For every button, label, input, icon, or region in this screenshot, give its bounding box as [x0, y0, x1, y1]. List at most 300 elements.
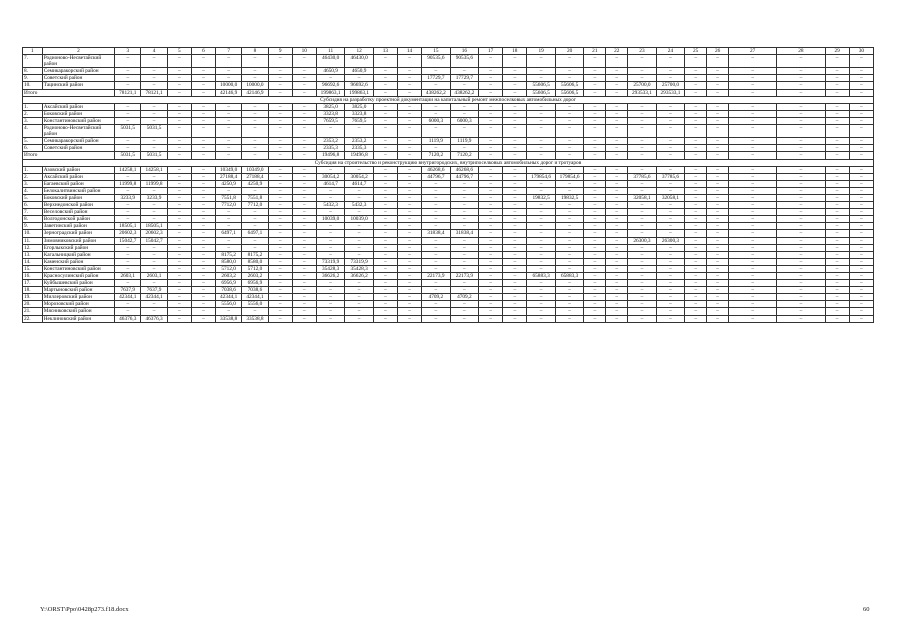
value-cell: – — [397, 103, 421, 110]
value-cell: 17729,7 — [422, 75, 451, 82]
value-cell: – — [584, 209, 606, 216]
value-cell: – — [397, 202, 421, 209]
value-cell: – — [397, 152, 421, 159]
value-cell: – — [422, 280, 451, 287]
value-cell: – — [115, 68, 141, 75]
value-cell: 33538,8 — [215, 315, 241, 322]
value-cell: – — [479, 287, 503, 294]
district-name: Каменский район — [42, 258, 114, 265]
value-cell: – — [606, 280, 628, 287]
value-cell: – — [555, 230, 584, 237]
value-cell: – — [450, 280, 479, 287]
value-cell: 10349,0 — [215, 166, 241, 173]
value-cell: – — [373, 237, 397, 244]
table-row — [23, 280, 874, 287]
value-cell: – — [825, 237, 849, 244]
row-number: 19. — [23, 294, 43, 301]
value-cell: 6956,9 — [215, 280, 241, 287]
value-cell: – — [849, 75, 873, 82]
value-cell: – — [450, 315, 479, 322]
value-cell: – — [450, 145, 479, 152]
value-cell: – — [729, 194, 777, 201]
value-cell: – — [527, 230, 556, 237]
value-cell: 2353,2 — [345, 138, 374, 145]
row-number: 13. — [23, 251, 43, 258]
value-cell: 46376,3 — [115, 315, 141, 322]
value-cell: – — [373, 187, 397, 194]
value-cell: – — [777, 68, 825, 75]
value-cell: – — [115, 258, 141, 265]
value-cell: – — [685, 287, 707, 294]
value-cell: – — [373, 110, 397, 117]
value-cell: – — [167, 82, 191, 89]
value-cell: 4650,9 — [345, 68, 374, 75]
value-cell: – — [555, 202, 584, 209]
value-cell: – — [268, 145, 292, 152]
value-cell: – — [316, 187, 345, 194]
value-cell: – — [373, 82, 397, 89]
value-cell: – — [707, 145, 729, 152]
value-cell: – — [606, 55, 628, 68]
value-cell: – — [397, 265, 421, 272]
value-cell: – — [397, 287, 421, 294]
value-cell: – — [777, 125, 825, 138]
value-cell: – — [729, 265, 777, 272]
value-cell: 11999,8 — [141, 180, 167, 187]
column-number-cell: 6 — [191, 48, 215, 55]
value-cell: – — [292, 237, 316, 244]
value-cell: – — [345, 280, 374, 287]
value-cell: – — [527, 180, 556, 187]
value-cell: – — [373, 223, 397, 230]
value-cell: – — [503, 216, 527, 223]
value-cell: – — [503, 194, 527, 201]
value-cell: – — [422, 244, 451, 251]
value-cell: – — [292, 187, 316, 194]
value-cell: 36626,2 — [345, 273, 374, 280]
value-cell: 19496,8 — [345, 152, 374, 159]
value-cell: – — [606, 216, 628, 223]
column-number-cell: 29 — [825, 48, 849, 55]
value-cell: – — [584, 251, 606, 258]
value-cell: – — [167, 103, 191, 110]
district-name: Азовский район — [42, 166, 114, 173]
district-name: Мартыновский район — [42, 287, 114, 294]
value-cell: – — [825, 280, 849, 287]
value-cell: – — [555, 308, 584, 315]
value-cell: – — [450, 103, 479, 110]
value-cell: – — [628, 75, 657, 82]
section-heading-row — [23, 96, 874, 103]
row-number: 4. — [23, 125, 43, 138]
value-cell: – — [729, 75, 777, 82]
district-name: Мясниковский район — [42, 308, 114, 315]
value-cell: – — [825, 125, 849, 138]
value-cell: 32058,1 — [628, 194, 657, 201]
value-cell: – — [503, 251, 527, 258]
value-cell: 10000,0 — [242, 82, 268, 89]
value-cell: – — [479, 89, 503, 96]
value-cell: – — [268, 152, 292, 159]
value-cell: – — [450, 251, 479, 258]
district-name: Багаевский район — [42, 180, 114, 187]
value-cell: – — [825, 180, 849, 187]
value-cell: – — [345, 308, 374, 315]
value-cell: 2335,3 — [345, 145, 374, 152]
value-cell: 293533,1 — [656, 89, 685, 96]
total-label: Итого — [23, 89, 115, 96]
value-cell: – — [373, 166, 397, 173]
row-number: 6. — [23, 202, 43, 209]
value-cell: – — [167, 301, 191, 308]
value-cell: – — [422, 216, 451, 223]
value-cell: – — [191, 82, 215, 89]
value-cell: – — [215, 237, 241, 244]
value-cell: – — [707, 237, 729, 244]
value-cell: – — [606, 187, 628, 194]
district-name: Советский район — [42, 75, 114, 82]
value-cell: – — [115, 187, 141, 194]
value-cell: 5432,3 — [316, 202, 345, 209]
value-cell: – — [729, 301, 777, 308]
value-cell: – — [656, 68, 685, 75]
row-number: 1. — [23, 166, 43, 173]
value-cell: – — [479, 187, 503, 194]
value-cell: – — [777, 315, 825, 322]
value-cell: 55606,5 — [527, 89, 556, 96]
value-cell: – — [707, 202, 729, 209]
column-number-cell: 26 — [707, 48, 729, 55]
value-cell: – — [191, 138, 215, 145]
value-cell: – — [729, 308, 777, 315]
value-cell: – — [115, 75, 141, 82]
column-number-cell: 19 — [527, 48, 556, 55]
value-cell: – — [628, 265, 657, 272]
value-cell: – — [450, 180, 479, 187]
value-cell: – — [191, 173, 215, 180]
value-cell: – — [584, 82, 606, 89]
value-cell: – — [191, 145, 215, 152]
value-cell: – — [656, 180, 685, 187]
value-cell: – — [268, 301, 292, 308]
column-number-cell: 21 — [584, 48, 606, 55]
row-number: 17. — [23, 280, 43, 287]
value-cell: – — [268, 230, 292, 237]
value-cell: – — [450, 287, 479, 294]
value-cell: – — [316, 125, 345, 138]
value-cell: 65883,3 — [527, 273, 556, 280]
value-cell: – — [527, 68, 556, 75]
row-number: 9. — [23, 223, 43, 230]
value-cell: – — [479, 280, 503, 287]
value-cell: 35428,3 — [316, 265, 345, 272]
district-name: Заветинский район — [42, 223, 114, 230]
value-cell: – — [825, 152, 849, 159]
value-cell: – — [707, 287, 729, 294]
value-cell: – — [628, 280, 657, 287]
value-cell: – — [167, 230, 191, 237]
value-cell: – — [397, 117, 421, 124]
district-name: Зимовниковский район — [42, 237, 114, 244]
value-cell: – — [316, 315, 345, 322]
value-cell: – — [825, 265, 849, 272]
value-cell: – — [373, 145, 397, 152]
value-cell: – — [555, 301, 584, 308]
value-cell: – — [707, 166, 729, 173]
value-cell: – — [292, 265, 316, 272]
value-cell: 8580,0 — [242, 258, 268, 265]
value-cell: – — [656, 103, 685, 110]
value-cell: – — [479, 180, 503, 187]
value-cell: 6497,1 — [215, 230, 241, 237]
value-cell: – — [825, 89, 849, 96]
value-cell: – — [606, 145, 628, 152]
value-cell: – — [729, 55, 777, 68]
value-cell: – — [656, 202, 685, 209]
value-cell: – — [503, 237, 527, 244]
value-cell: – — [777, 145, 825, 152]
value-cell: – — [707, 89, 729, 96]
value-cell: – — [656, 287, 685, 294]
row-number: 3. — [23, 117, 43, 124]
value-cell: – — [707, 280, 729, 287]
value-cell: – — [167, 138, 191, 145]
value-cell: – — [141, 103, 167, 110]
value-cell: – — [115, 82, 141, 89]
value-cell: – — [397, 273, 421, 280]
value-cell: – — [825, 145, 849, 152]
value-cell: – — [777, 258, 825, 265]
value-cell: 3825,0 — [316, 103, 345, 110]
value-cell: – — [628, 244, 657, 251]
column-number-cell: 18 — [503, 48, 527, 55]
value-cell: – — [729, 117, 777, 124]
value-cell: – — [397, 301, 421, 308]
value-cell: – — [373, 209, 397, 216]
value-cell: – — [373, 258, 397, 265]
value-cell: – — [268, 82, 292, 89]
value-cell: – — [555, 152, 584, 159]
row-number: 9. — [23, 75, 43, 82]
value-cell: 5556,0 — [215, 301, 241, 308]
value-cell: – — [555, 209, 584, 216]
value-cell: – — [141, 82, 167, 89]
value-cell: – — [397, 187, 421, 194]
value-cell: – — [268, 187, 292, 194]
value-cell: – — [707, 117, 729, 124]
value-cell: – — [167, 294, 191, 301]
value-cell: 179854,6 — [527, 173, 556, 180]
row-number: 10. — [23, 82, 43, 89]
value-cell: – — [825, 258, 849, 265]
value-cell: – — [422, 125, 451, 138]
value-cell: 7712,0 — [242, 202, 268, 209]
value-cell: 4650,9 — [316, 68, 345, 75]
column-number-cell: 7 — [215, 48, 241, 55]
value-cell: – — [373, 75, 397, 82]
value-cell: – — [215, 145, 241, 152]
value-cell: – — [849, 194, 873, 201]
value-cell: – — [849, 273, 873, 280]
value-cell: – — [422, 237, 451, 244]
value-cell: – — [685, 68, 707, 75]
column-number-cell: 15 — [422, 48, 451, 55]
row-number: 6. — [23, 145, 43, 152]
value-cell: – — [268, 209, 292, 216]
value-cell: – — [242, 138, 268, 145]
value-cell: – — [685, 117, 707, 124]
value-cell: – — [503, 244, 527, 251]
value-cell: – — [373, 294, 397, 301]
value-cell: 199863,1 — [316, 89, 345, 96]
table-row — [23, 68, 874, 75]
value-cell: – — [191, 187, 215, 194]
value-cell: – — [656, 145, 685, 152]
value-cell: – — [849, 180, 873, 187]
value-cell: 3323,8 — [316, 110, 345, 117]
value-cell: – — [422, 315, 451, 322]
value-cell: – — [777, 180, 825, 187]
value-cell: – — [729, 187, 777, 194]
value-cell: – — [656, 230, 685, 237]
budget-table — [22, 47, 874, 323]
value-cell: 5712,0 — [215, 265, 241, 272]
value-cell: – — [584, 287, 606, 294]
value-cell: – — [503, 265, 527, 272]
value-cell: – — [268, 251, 292, 258]
value-cell: – — [422, 258, 451, 265]
value-cell: – — [685, 216, 707, 223]
value-cell: 73319,9 — [345, 258, 374, 265]
value-cell: – — [345, 75, 374, 82]
value-cell: – — [707, 301, 729, 308]
value-cell: – — [503, 166, 527, 173]
value-cell: – — [292, 138, 316, 145]
value-cell: – — [215, 55, 241, 68]
page-number: 60 — [863, 606, 870, 613]
value-cell: – — [527, 280, 556, 287]
value-cell: – — [849, 117, 873, 124]
value-cell: – — [707, 273, 729, 280]
value-cell: – — [584, 273, 606, 280]
value-cell: – — [141, 280, 167, 287]
value-cell: 7120,2 — [422, 152, 451, 159]
value-cell: – — [707, 110, 729, 117]
value-cell: – — [450, 237, 479, 244]
value-cell: – — [527, 223, 556, 230]
value-cell: – — [527, 202, 556, 209]
value-cell: – — [373, 125, 397, 138]
value-cell: – — [707, 308, 729, 315]
value-cell: – — [292, 55, 316, 68]
value-cell: – — [685, 237, 707, 244]
value-cell: – — [555, 138, 584, 145]
value-cell: 6000,3 — [422, 117, 451, 124]
table-row — [23, 103, 874, 110]
value-cell: – — [628, 294, 657, 301]
table-row — [23, 230, 874, 237]
value-cell: – — [422, 251, 451, 258]
value-cell: – — [422, 187, 451, 194]
value-cell: – — [685, 265, 707, 272]
value-cell: – — [685, 166, 707, 173]
value-cell: – — [242, 55, 268, 68]
value-cell: – — [292, 89, 316, 96]
value-cell: – — [685, 202, 707, 209]
value-cell: – — [606, 180, 628, 187]
value-cell: – — [685, 230, 707, 237]
value-cell: – — [606, 237, 628, 244]
value-cell: – — [606, 117, 628, 124]
value-cell: – — [606, 315, 628, 322]
row-number: 11. — [23, 237, 43, 244]
value-cell: 26300,3 — [628, 237, 657, 244]
value-cell: – — [555, 287, 584, 294]
value-cell: – — [656, 152, 685, 159]
table-row — [23, 265, 874, 272]
value-cell: – — [316, 230, 345, 237]
value-cell: 18505,1 — [115, 223, 141, 230]
value-cell: – — [268, 244, 292, 251]
table-row — [23, 187, 874, 194]
value-cell: – — [527, 125, 556, 138]
value-cell: 4709,2 — [422, 294, 451, 301]
value-cell: – — [825, 173, 849, 180]
value-cell: 2603,2 — [242, 273, 268, 280]
value-cell: 8580,0 — [215, 258, 241, 265]
value-cell: – — [825, 187, 849, 194]
value-cell: – — [373, 89, 397, 96]
table-row — [23, 194, 874, 201]
value-cell: – — [503, 138, 527, 145]
value-cell: – — [191, 273, 215, 280]
value-cell: – — [268, 55, 292, 68]
value-cell: 46430,0 — [316, 55, 345, 68]
value-cell: – — [628, 110, 657, 117]
value-cell: – — [825, 273, 849, 280]
value-cell: – — [685, 209, 707, 216]
district-name: Родионово-Несветайский район — [42, 55, 114, 68]
value-cell: – — [479, 273, 503, 280]
value-cell: 44796,7 — [450, 173, 479, 180]
value-cell: – — [167, 68, 191, 75]
total-row — [23, 89, 874, 96]
value-cell: – — [242, 187, 268, 194]
value-cell: 46430,0 — [345, 55, 374, 68]
value-cell: – — [141, 55, 167, 68]
value-cell: – — [397, 55, 421, 68]
value-cell: – — [191, 223, 215, 230]
value-cell: – — [479, 138, 503, 145]
value-cell: – — [292, 287, 316, 294]
value-cell: – — [527, 145, 556, 152]
value-cell: – — [373, 173, 397, 180]
value-cell: – — [849, 265, 873, 272]
value-cell: – — [555, 315, 584, 322]
value-cell: – — [555, 258, 584, 265]
value-cell: – — [141, 258, 167, 265]
value-cell: – — [191, 216, 215, 223]
value-cell: 96692,6 — [345, 82, 374, 89]
value-cell: – — [373, 244, 397, 251]
value-cell: – — [606, 287, 628, 294]
value-cell: 27188,4 — [242, 173, 268, 180]
value-cell: – — [115, 216, 141, 223]
value-cell: 19496,8 — [316, 152, 345, 159]
value-cell: – — [555, 68, 584, 75]
value-cell: – — [729, 202, 777, 209]
value-cell: – — [422, 103, 451, 110]
